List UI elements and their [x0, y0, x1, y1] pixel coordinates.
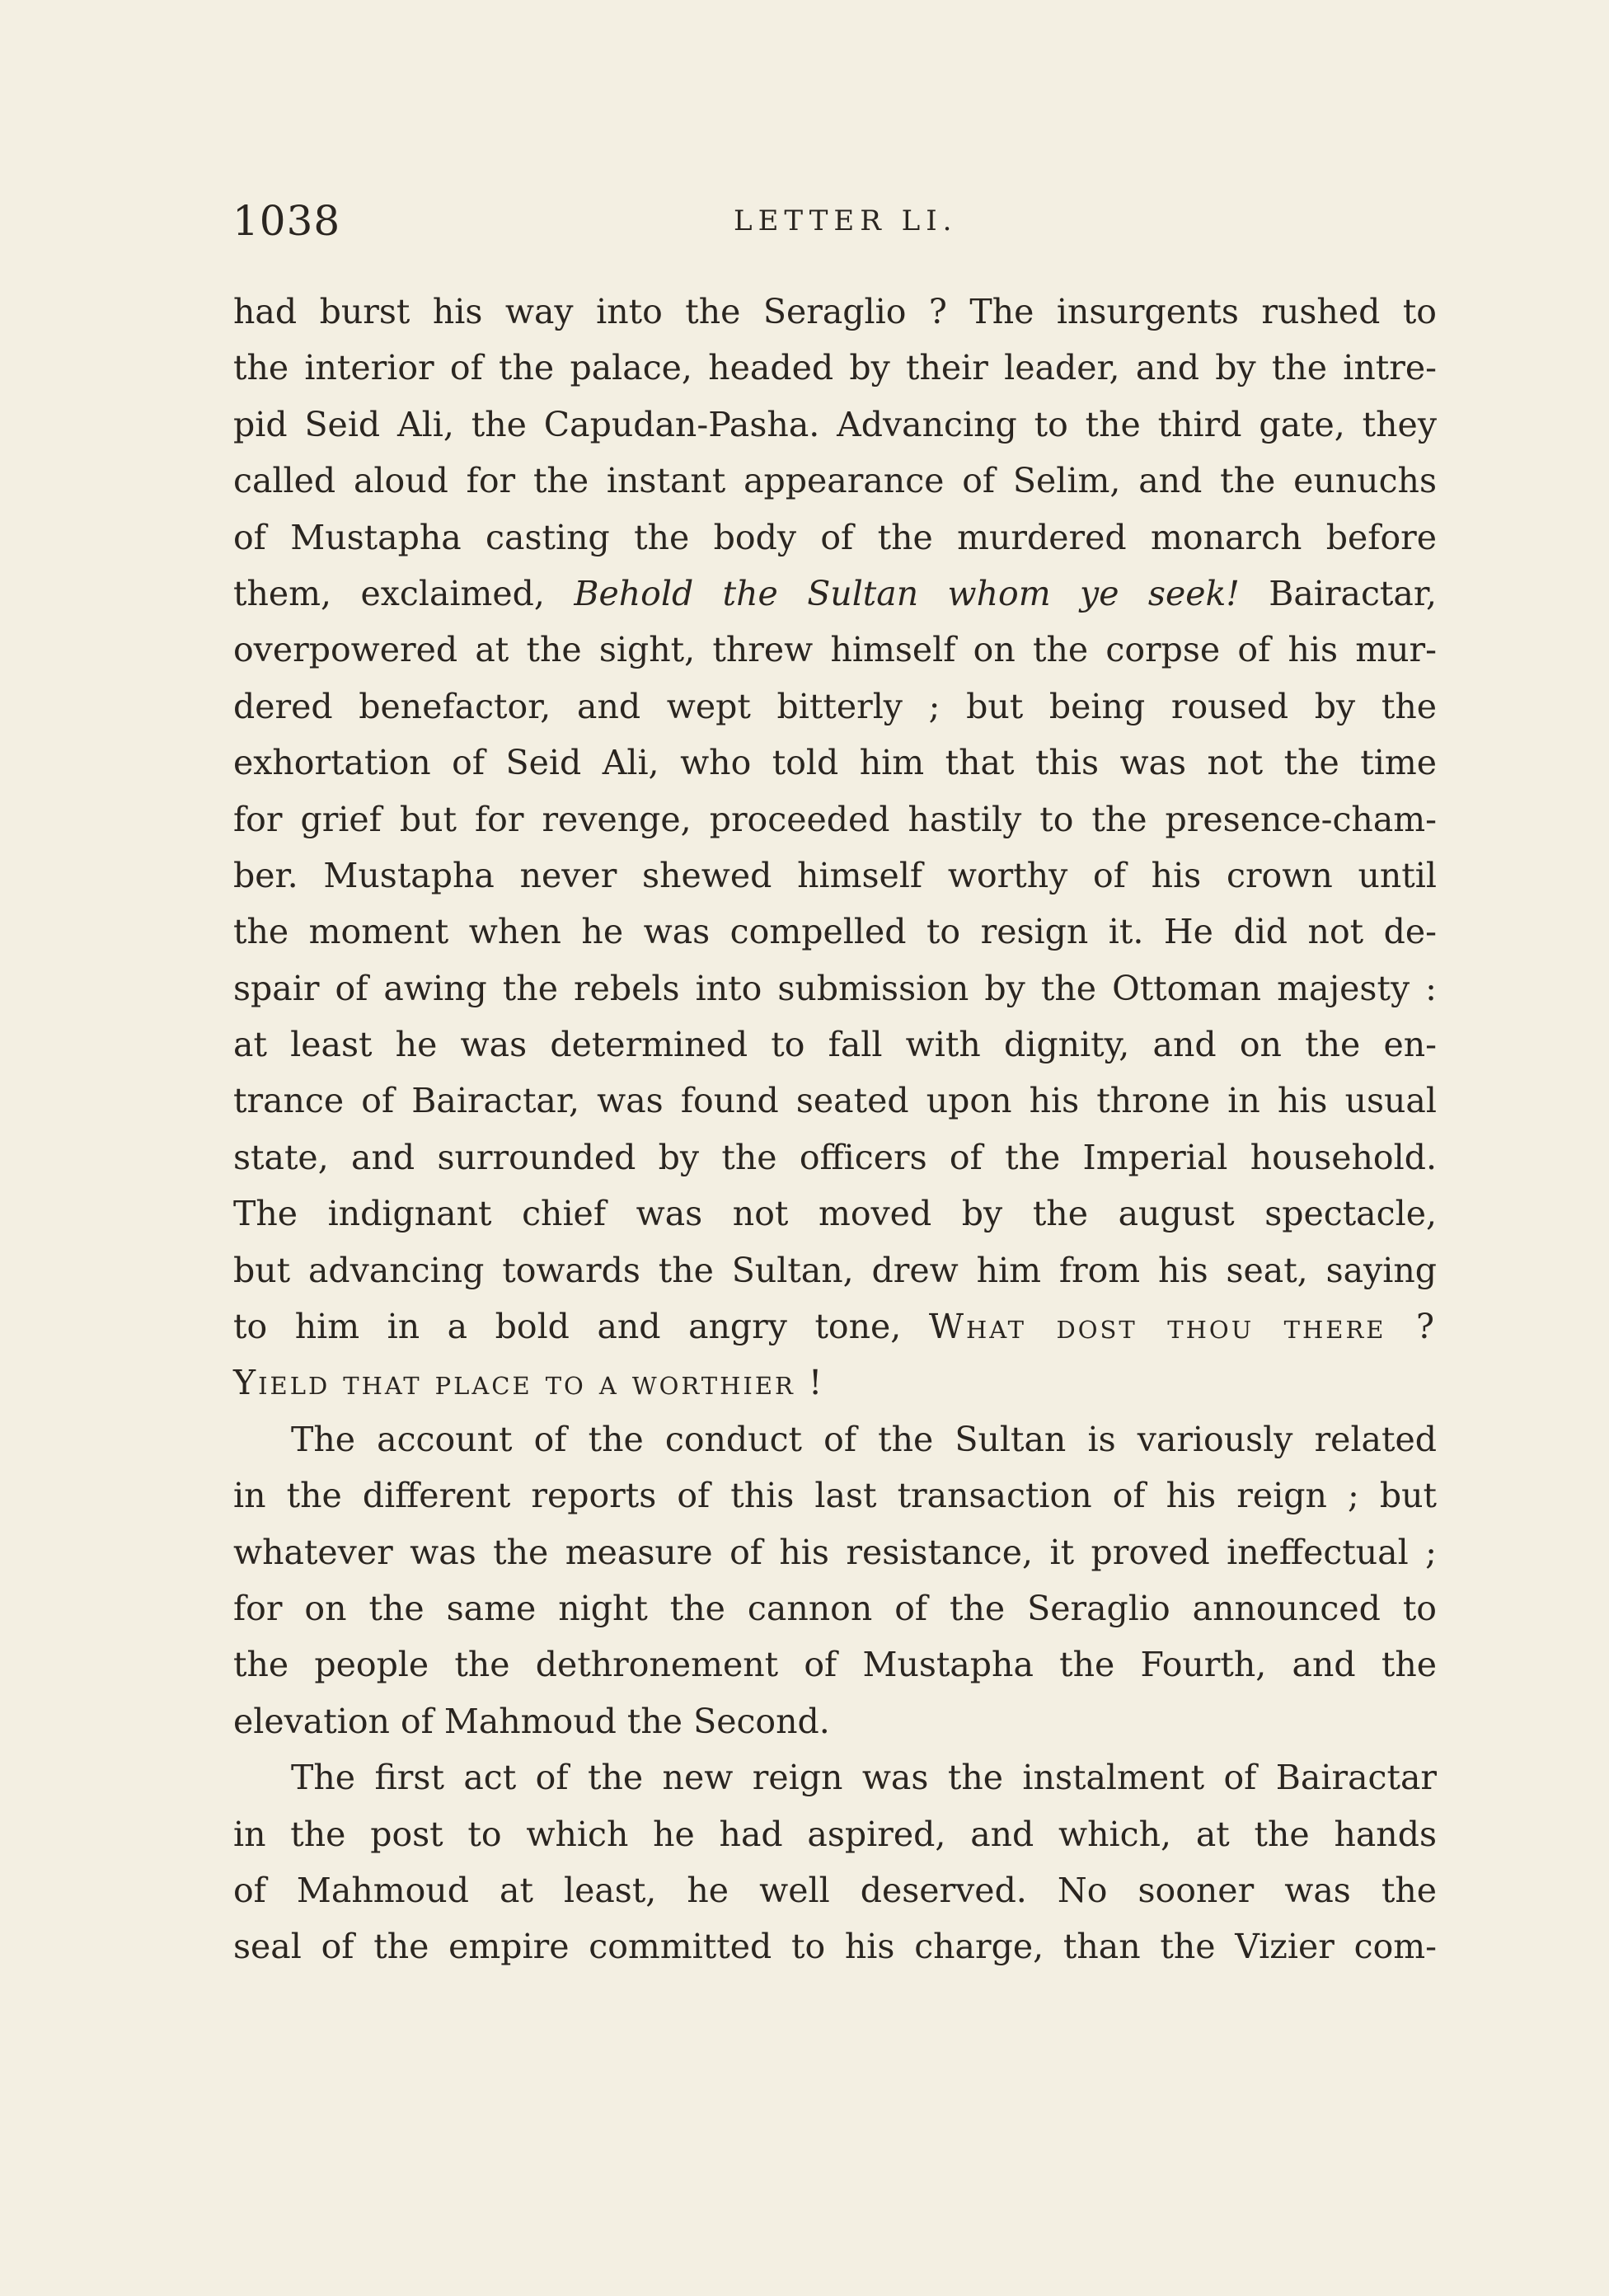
text-line: had burst his way into the Seraglio ? The insurgents rushed to — [233, 292, 1437, 331]
text-line — [233, 566, 1437, 622]
text-line: dered benefactor, and wept bitterly ; but being roused by the — [233, 686, 1437, 726]
text-line: but advancing towards the Sultan, drew him from his seat, saying — [233, 1250, 1437, 1290]
text-line: in the different reports of this last transaction of his reign ; but — [233, 1476, 1437, 1516]
paragraph — [233, 284, 1437, 1411]
text-line: the people the dethronement of Mustapha the Fourth, and the — [233, 1645, 1437, 1685]
paragraph — [233, 1749, 1437, 1975]
text-line: spair of awing the rebels into submission by the Ottoman majesty : — [233, 968, 1437, 1008]
text-line: the interior of the palace, headed by their leader, and by the intre- — [233, 348, 1437, 388]
text-line: trance of Bairactar, was found seated upon his throne in his usual — [233, 1081, 1437, 1121]
smallcaps-quote: What dost thou there ? — [928, 1307, 1437, 1347]
text-line: whatever was the measure of his resistance, it proved ineffectual ; — [233, 1532, 1437, 1572]
text-line: state, and surrounded by the officers of the Imperial household. — [233, 1137, 1437, 1177]
text-line: The first act of the new reign was the instalment of Bairactar — [291, 1758, 1437, 1798]
paragraph — [233, 1411, 1437, 1749]
text-line: for on the same night the cannon of the Seraglio announced to — [233, 1588, 1437, 1628]
text-line: of Mahmoud at least, he well deserved. No sooner was the — [233, 1870, 1437, 1910]
text-line: for grief but for revenge, proceeded hastily to the presence-cham- — [233, 799, 1437, 839]
text-run: Bairactar, — [1269, 573, 1437, 613]
text-line: The indignant chief was not moved by the august spectacle, — [233, 1194, 1437, 1234]
text-run: to him in a bold and angry tone, — [233, 1307, 902, 1347]
body-text — [233, 284, 1437, 1975]
text-line: called aloud for the instant appearance of Selim, and the eunuchs — [233, 461, 1437, 501]
text-line: exhortation of Seid Ali, who told him that this was not the time — [233, 743, 1437, 783]
running-head: LETTER LI. — [734, 204, 958, 237]
text-run: them, exclaimed, — [233, 573, 545, 613]
text-line: of Mustapha casting the body of the murdered monarch before — [233, 517, 1437, 557]
text-line: in the post to which he had aspired, and which, at the hands — [233, 1814, 1437, 1854]
text-line: overpowered at the sight, threw himself on the corpse of his mur- — [233, 630, 1437, 670]
text-line: The account of the conduct of the Sultan is variously related — [291, 1419, 1437, 1459]
page-number: 1038 — [232, 197, 341, 245]
text-line: seal of the empire committed to his charge, than the Vizier com- — [233, 1927, 1437, 1967]
smallcaps-quote-line: Yield that place to a worthier ! — [233, 1363, 825, 1403]
italic-quote: Behold the Sultan whom ye seek! — [574, 573, 1240, 613]
text-line: the moment when he was compelled to resign it. He did not de- — [233, 912, 1437, 952]
text-line: pid Seid Ali, the Capudan-Pasha. Advancing to the third gate, they — [233, 404, 1437, 444]
text-line: ber. Mustapha never shewed himself worthy of his crown until — [233, 855, 1437, 895]
text-line — [233, 1298, 1437, 1355]
text-line: at least he was determined to fall with dignity, and on the en- — [233, 1025, 1437, 1065]
text-line: elevation of Mahmoud the Second. — [233, 1701, 830, 1741]
